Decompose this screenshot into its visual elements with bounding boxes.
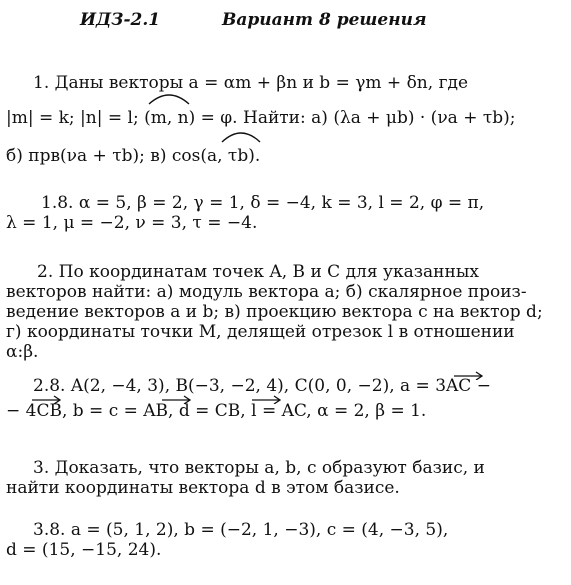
task3-line2: найти координаты вектора d в этом базисе. <box>6 478 400 498</box>
task1-variant-line1: 1.8. α = 5, β = 2, γ = 1, δ = −4, k = 3, l = 2, φ = π, <box>41 193 485 213</box>
vector-arrow-icon <box>30 394 64 404</box>
angle-arc-icon <box>218 128 264 144</box>
vector-arrow-icon <box>250 394 284 404</box>
task2-variant-line2: − 4CB, b = c = AB, d = CB, l = AC, α = 2, β = 1. <box>6 401 427 421</box>
task2-line5: α:β. <box>6 342 39 362</box>
task2-variant-line1: 2.8. A(2, −4, 3), B(−3, −2, 4), C(0, 0, −2), a = 3AC − <box>33 376 491 396</box>
vector-arrow-icon <box>452 370 486 380</box>
task1-line2: |m| = k; |n| = l; (m, n) = φ. Найти: а) (λa + μb) · (νa + τb); <box>6 108 516 128</box>
task3-variant-line2: d = (15, −15, 24). <box>6 540 162 560</box>
task1-line1: 1. Даны векторы a = αm + βn и b = γm + δn, где <box>33 73 469 93</box>
vector-arrow-icon <box>160 394 194 404</box>
document-title: ИДЗ-2.1 <box>80 10 161 30</box>
task2-line1: 2. По координатам точек A, B и C для указанных <box>37 262 479 282</box>
task2-line2: векторов найти: а) модуль вектора a; б) скалярное произ- <box>6 282 527 302</box>
variant-title: Вариант 8 решения <box>222 10 427 30</box>
task1-line3: б) прв(νa + τb); в) cos(a, τb). <box>6 146 261 166</box>
task2-line4: г) координаты точки M, делящей отрезок l в отношении <box>6 322 515 342</box>
task1-variant-line2: λ = 1, μ = −2, ν = 3, τ = −4. <box>6 213 258 233</box>
angle-arc-icon <box>145 90 193 106</box>
task3-line1: 3. Доказать, что векторы a, b, c образуют базис, и <box>33 458 485 478</box>
task2-line3: ведение векторов a и b; в) проекцию вектора c на вектор d; <box>6 302 543 322</box>
task3-variant-line1: 3.8. a = (5, 1, 2), b = (−2, 1, −3), c = (4, −3, 5), <box>33 520 449 540</box>
